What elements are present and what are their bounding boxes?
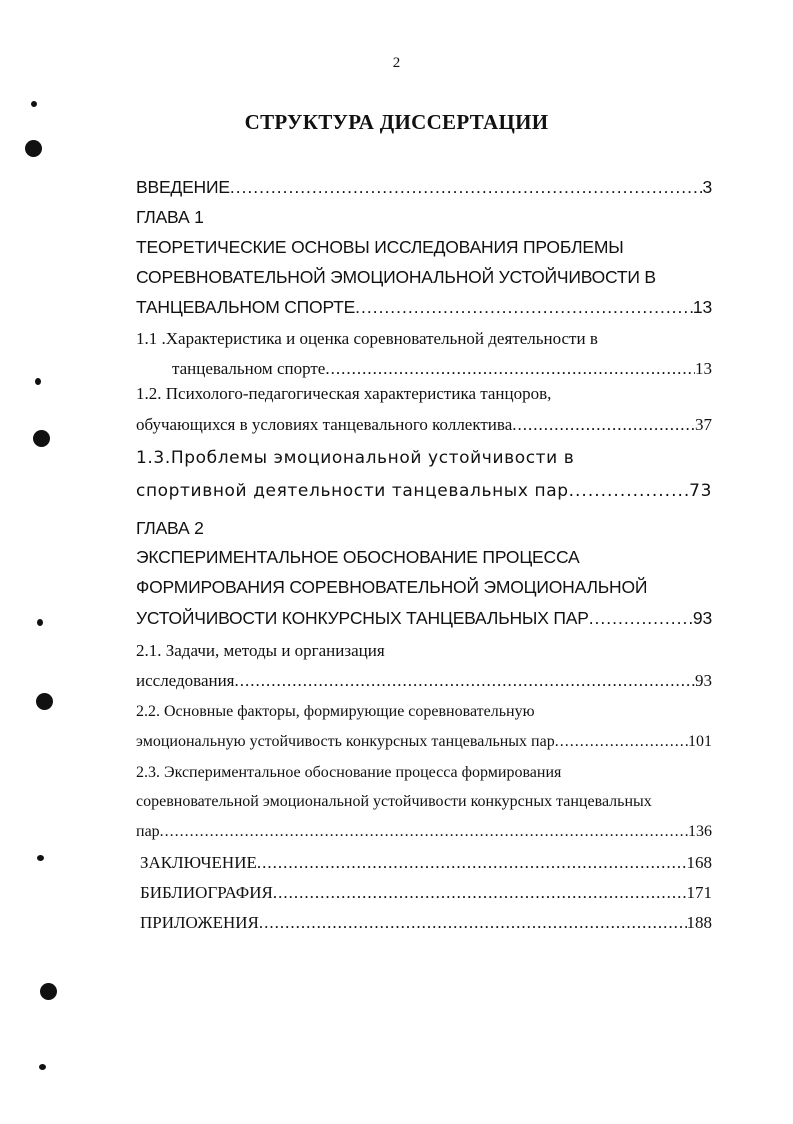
toc-entry-section-2-3[interactable] [136, 823, 712, 841]
dot-leader [257, 853, 687, 873]
toc-page-number: 101 [688, 733, 712, 750]
binder-hole-mark [40, 983, 57, 1000]
toc-page-number: 171 [686, 883, 712, 902]
toc-page-number: 13 [695, 359, 712, 378]
chapter-title-line: ФОРМИРОВАНИЯ СОРЕВНОВАТЕЛЬНОЙ ЭМОЦИОНАЛЬНОЙ [136, 577, 648, 597]
section-title-line: исследования [136, 671, 235, 690]
toc-entry-chapter1[interactable] [136, 297, 712, 318]
toc-page-number: 168 [686, 853, 712, 872]
dot-leader [355, 297, 693, 318]
toc-entry-section-2-1[interactable] [136, 671, 712, 691]
chapter-title-line: СОРЕВНОВАТЕЛЬНОЙ ЭМОЦИОНАЛЬНОЙ УСТОЙЧИВОСТИ В [136, 267, 656, 287]
toc-label: ПРИЛОЖЕНИЯ [140, 913, 259, 932]
toc-entry-section-2-2[interactable] [136, 733, 712, 751]
dot-leader [589, 608, 693, 629]
toc-label: ЗАКЛЮЧЕНИЕ [140, 853, 257, 872]
section-title-line: 2.1. Задачи, методы и организация [136, 641, 385, 660]
section-title-line: эмоциональную устойчивость конкурсных танцевальных пар [136, 733, 555, 750]
chapter-title-line: УСТОЙЧИВОСТИ КОНКУРСНЫХ ТАНЦЕВАЛЬНЫХ ПАР [136, 608, 589, 628]
chapter-title-line: ТАНЦЕВАЛЬНОМ СПОРТЕ [136, 297, 356, 317]
toc-entry-section-1-2[interactable] [136, 415, 712, 435]
toc-label: ВВЕДЕНИЕ [136, 177, 230, 197]
scan-speck [31, 101, 37, 107]
toc-entry-conclusion[interactable] [140, 853, 712, 873]
scan-speck [37, 619, 43, 626]
toc-label: БИБЛИОГРАФИЯ [140, 883, 273, 902]
section-title-line: обучающихся в условиях танцевального коллектива [136, 415, 513, 434]
toc-entry-chapter2[interactable] [136, 608, 712, 629]
dot-leader [230, 177, 703, 198]
dot-leader [160, 823, 688, 841]
binder-hole-mark [25, 140, 42, 157]
dot-leader [569, 481, 690, 501]
section-title-line: 1.3.Проблемы эмоциональной устойчивости в [136, 448, 575, 468]
chapter-heading: ГЛАВА 1 [136, 207, 204, 227]
toc-entry-bibliography[interactable] [140, 883, 712, 903]
toc-page-number: 73 [689, 481, 712, 501]
dot-leader [555, 733, 688, 751]
binder-hole-mark [36, 693, 53, 710]
scan-speck [35, 378, 41, 385]
dot-leader [273, 883, 687, 903]
section-title-line: 1.1 .Характеристика и оценка соревновательной деятельности в [136, 329, 598, 348]
section-title-line: пар [136, 823, 160, 840]
section-title-line: соревновательной эмоциональной устойчивости конкурсных танцевальных [136, 793, 652, 810]
page-number: 2 [392, 55, 401, 71]
scan-speck [39, 1064, 46, 1070]
scan-speck [37, 855, 44, 861]
dot-leader [512, 415, 695, 435]
toc-page-number: 13 [692, 297, 712, 317]
section-title-line: спортивной деятельности танцевальных пар [136, 481, 569, 501]
dot-leader [259, 913, 687, 933]
toc-entry-section-1-1[interactable] [172, 359, 712, 379]
page-title: СТРУКТУРА ДИССЕРТАЦИИ [244, 110, 549, 134]
section-title-line: 2.3. Экспериментальное обоснование процесса формирования [136, 764, 562, 781]
toc-entry-appendices[interactable] [140, 913, 712, 933]
chapter-title-line: ТЕОРЕТИЧЕСКИЕ ОСНОВЫ ИССЛЕДОВАНИЯ ПРОБЛЕМЫ [136, 237, 624, 257]
section-title-line: 2.2. Основные факторы, формирующие соревновательную [136, 703, 535, 720]
toc-page-number: 93 [692, 608, 712, 628]
toc-page-number: 93 [695, 671, 712, 690]
binder-hole-mark [33, 430, 50, 447]
toc-entry-intro[interactable] [136, 177, 712, 198]
section-title-line: танцевальном спорте [172, 359, 326, 378]
toc-page-number: 188 [686, 913, 712, 932]
toc-page-number: 37 [695, 415, 712, 434]
chapter-title-line: ЭКСПЕРИМЕНТАЛЬНОЕ ОБОСНОВАНИЕ ПРОЦЕССА [136, 547, 580, 567]
toc-page-number: 136 [688, 823, 712, 840]
toc-page-number: 3 [702, 177, 712, 197]
dot-leader [325, 359, 695, 379]
section-title-line: 1.2. Психолого-педагогическая характеристика танцоров, [136, 384, 552, 403]
dot-leader [235, 671, 695, 691]
chapter-heading: ГЛАВА 2 [136, 518, 204, 538]
toc-entry-section-1-3[interactable] [136, 481, 712, 501]
